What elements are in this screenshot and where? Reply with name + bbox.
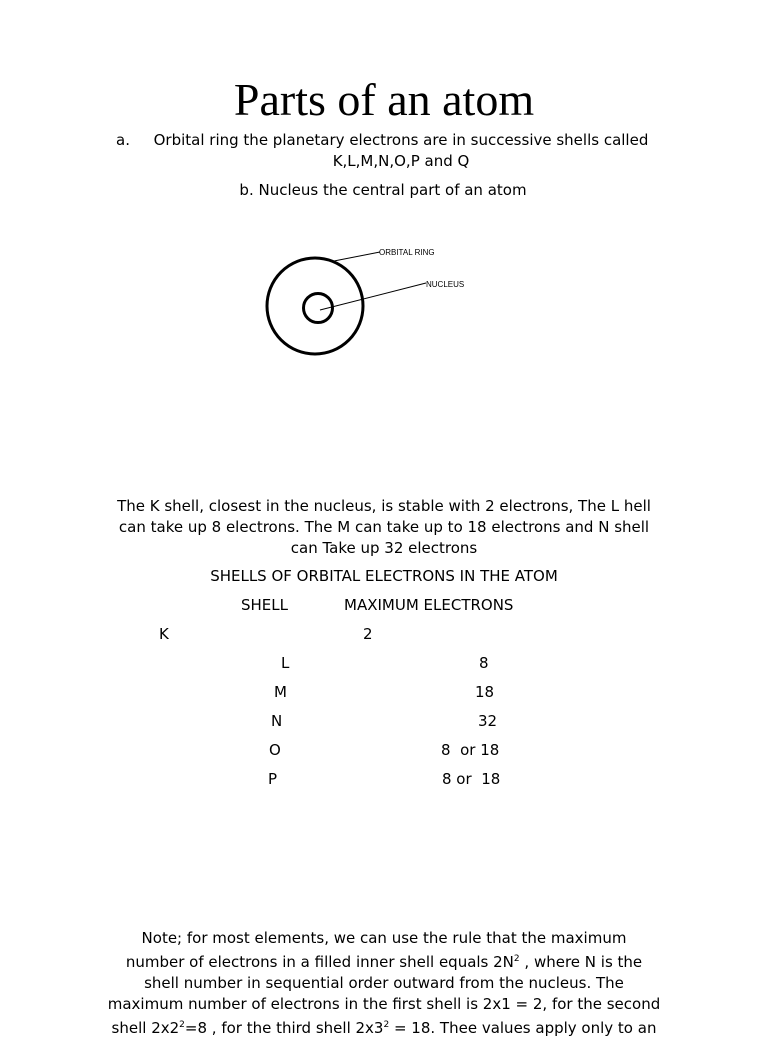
list-item-a-line1: Orbital ring the planetary electrons are in successive shells called: [153, 131, 649, 149]
table-header-shell: SHELL: [241, 596, 288, 614]
shell-paragraph-line2: can take up 8 electrons. The M can take up to 18 electrons and N shell: [118, 518, 650, 536]
table-header-max: MAXIMUM ELECTRONS: [344, 596, 514, 614]
list-item-b: b. Nucleus the central part of an atom: [239, 181, 527, 199]
table-cell-max: 18: [475, 683, 495, 701]
nucleus-label: NUCLEUS: [426, 280, 465, 289]
note-line5-c: = 18. Thee values apply only to an: [389, 1019, 657, 1037]
shell-paragraph-line3: can Take up 32 electrons: [290, 539, 478, 557]
nucleus-pointer: [320, 283, 426, 310]
orbital-ring-circle: [267, 258, 363, 354]
table-cell-max: 8 or 18: [441, 741, 500, 759]
list-item-a-line2: K,L,M,N,O,P and Q: [332, 152, 470, 170]
note-line5-sup2: 2: [383, 1020, 390, 1030]
note-line2-sup: 2: [513, 954, 520, 964]
shell-paragraph: [104, 496, 664, 559]
orbital-ring-label: ORBITAL RING: [379, 248, 435, 257]
page-title: Parts of an atom: [233, 74, 535, 125]
note-line5-b: =8 , for the third shell 2x3: [184, 1019, 384, 1037]
table-cell-max: 2: [363, 625, 373, 643]
orbital-ring-pointer: [334, 252, 380, 261]
note-line2: [96, 949, 672, 973]
shell-paragraph-line1: The K shell, closest in the nucleus, is stable with 2 electrons, The L hell: [117, 497, 651, 515]
note-line2-post: , where N is the: [519, 953, 643, 971]
table-cell-shell: P: [268, 770, 278, 788]
table-cell-shell: K: [159, 625, 169, 643]
note-line5-a: shell 2x2: [111, 1019, 180, 1037]
table-cell-shell: M: [274, 683, 287, 701]
table-cell-shell: N: [271, 712, 283, 730]
note-line3: shell number in sequential order outward from the nucleus. The: [144, 974, 624, 992]
note-line1: Note; for most elements, we can use the rule that the maximum: [141, 929, 627, 947]
table-cell-shell: O: [269, 741, 281, 759]
table-cell-max: 32: [478, 712, 498, 730]
table-cell-max: 8: [479, 654, 489, 672]
table-title: SHELLS OF ORBITAL ELECTRONS IN THE ATOM: [210, 567, 558, 585]
note-line2-pre: number of electrons in a filled inner shell equals 2N: [125, 953, 514, 971]
table-cell-max: 8 or 18: [442, 770, 501, 788]
table-cell-shell: L: [281, 654, 290, 672]
note-paragraph: [96, 928, 672, 1039]
list-item-a-label: a.: [116, 131, 130, 149]
note-line4: maximum number of electrons in the first shell is 2x1 = 2, for the second: [107, 995, 661, 1013]
note-line5: [96, 1015, 672, 1039]
note-line5-sup1: 2: [179, 1020, 185, 1030]
